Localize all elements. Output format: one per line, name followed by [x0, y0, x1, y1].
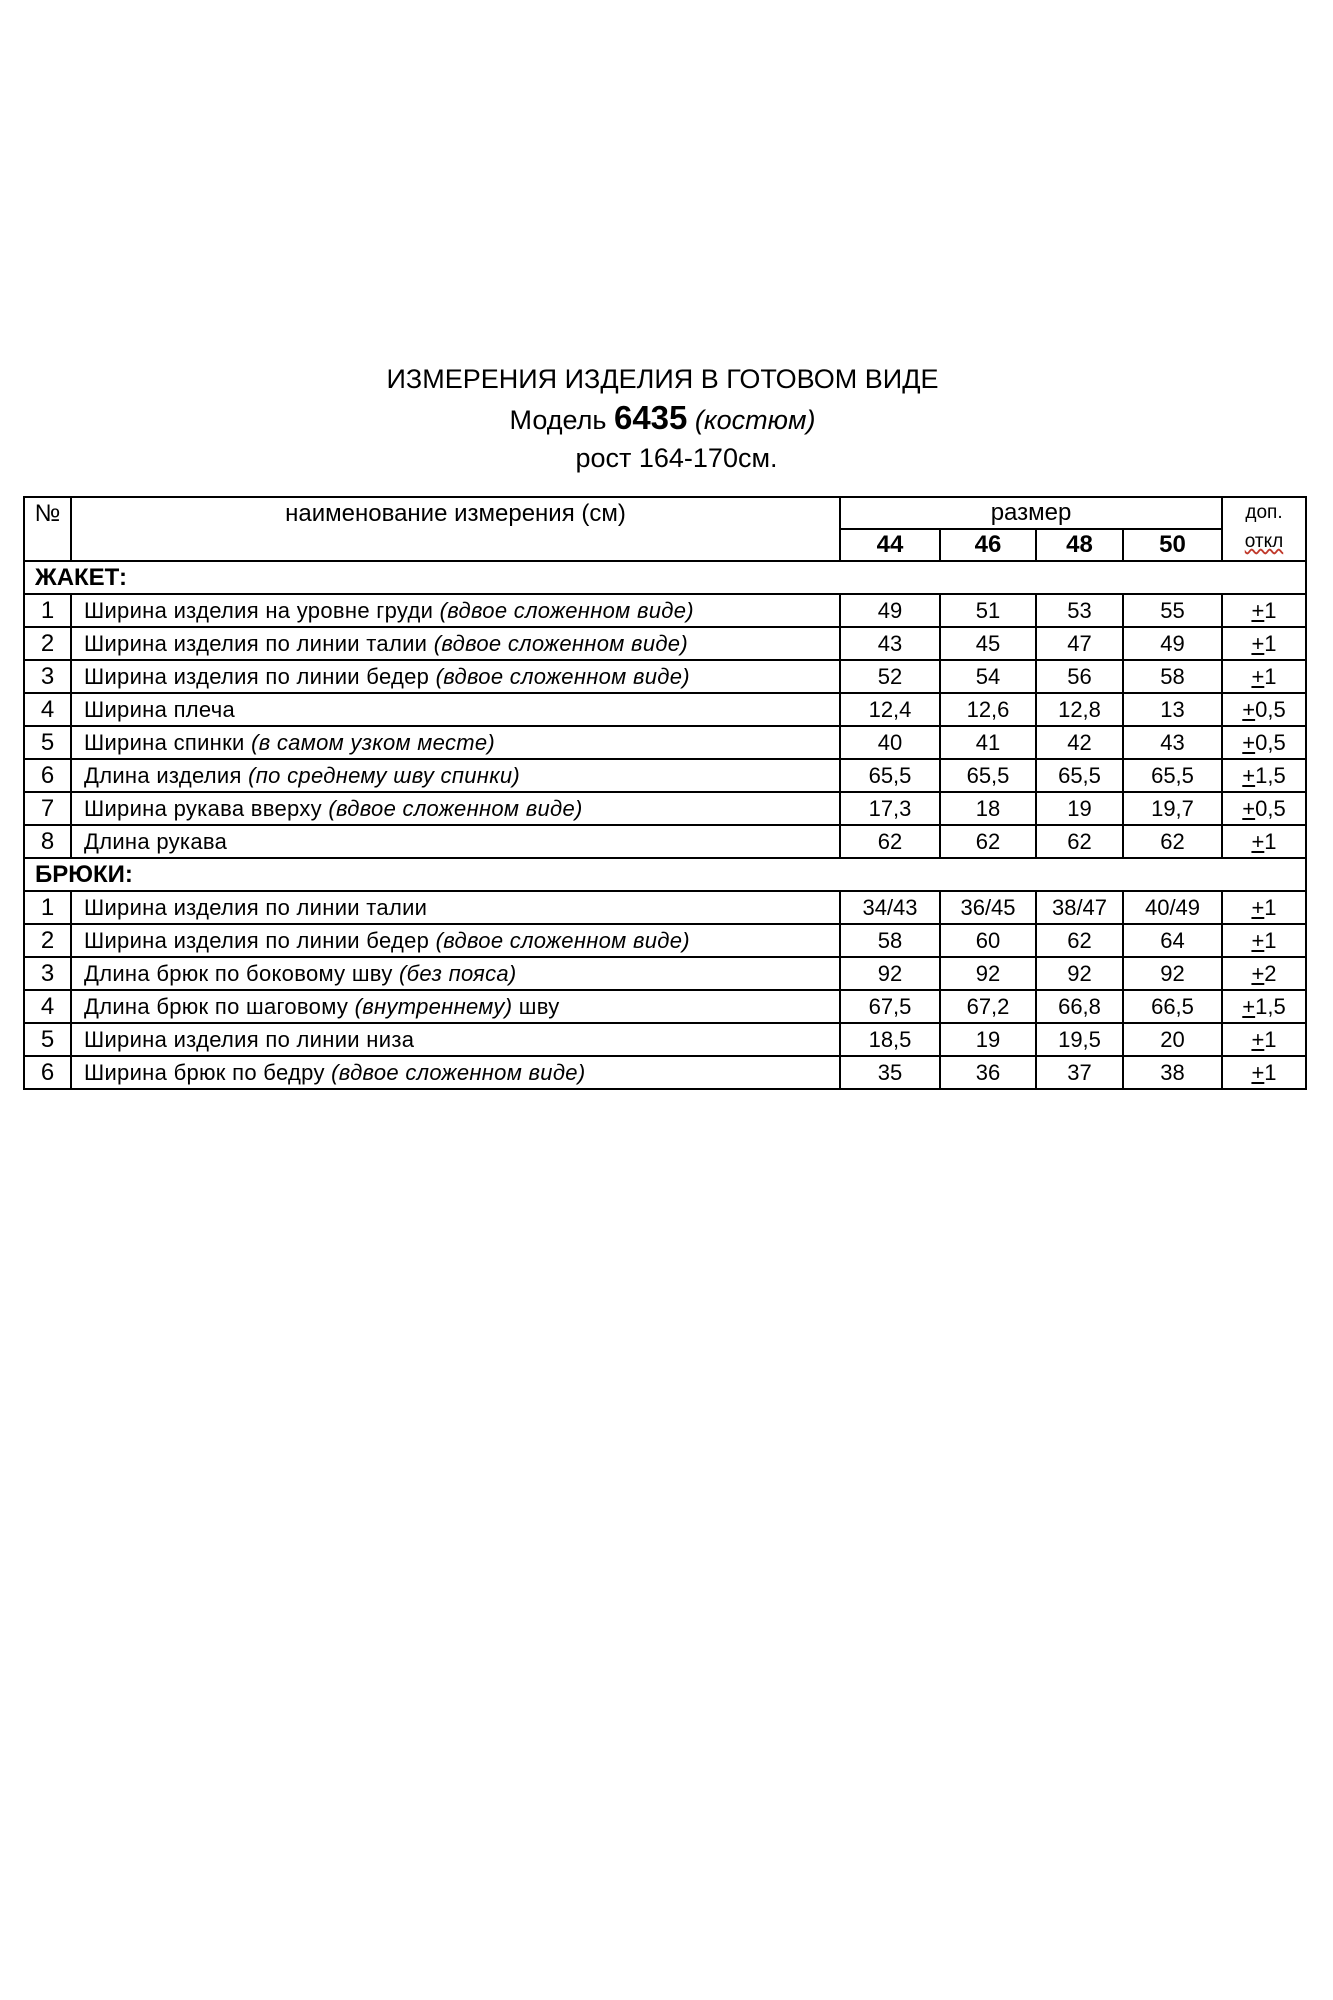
table-row — [24, 924, 1306, 957]
row-number: 8 — [24, 825, 71, 858]
table-header-row — [24, 497, 1306, 529]
value-size-48: 66,8 — [1036, 990, 1123, 1023]
table-row — [24, 891, 1306, 924]
tolerance-value — [1222, 891, 1306, 924]
tolerance-amount: 1 — [1264, 828, 1277, 854]
section-title: ЖАКЕТ: — [24, 561, 1306, 594]
value-size-44: 92 — [840, 957, 940, 990]
tolerance-value — [1222, 1056, 1306, 1089]
table-row — [24, 627, 1306, 660]
row-number: 1 — [24, 891, 71, 924]
measurement-label: Ширина спинки — [84, 729, 245, 755]
measurement-name — [71, 990, 840, 1023]
value-size-50: 64 — [1123, 924, 1222, 957]
measurement-name — [71, 627, 840, 660]
value-size-48: 37 — [1036, 1056, 1123, 1089]
tolerance-sign: + — [1251, 960, 1265, 986]
measurement-label: Ширина изделия по линии талии — [84, 894, 428, 920]
table-row — [24, 957, 1306, 990]
model-number: 6435 — [613, 399, 688, 436]
tolerance-value — [1222, 957, 1306, 990]
value-size-48: 62 — [1036, 924, 1123, 957]
table-row — [24, 1056, 1306, 1089]
measurement-name — [71, 594, 840, 627]
value-size-48: 56 — [1036, 660, 1123, 693]
row-number: 4 — [24, 990, 71, 1023]
tolerance-value — [1222, 1023, 1306, 1056]
measurement-note: (вдвое сложенном виде) — [328, 795, 583, 821]
tolerance-sign: + — [1251, 663, 1265, 689]
measurement-note: (вдвое сложенном виде) — [435, 663, 690, 689]
value-size-48: 62 — [1036, 825, 1123, 858]
value-size-46: 60 — [940, 924, 1036, 957]
tolerance-amount: 1 — [1264, 927, 1277, 953]
tolerance-amount: 0,5 — [1255, 696, 1286, 722]
measurement-name — [71, 891, 840, 924]
value-size-46: 54 — [940, 660, 1036, 693]
row-number: 2 — [24, 627, 71, 660]
value-size-46: 36 — [940, 1056, 1036, 1089]
measurement-note: (внутреннему) — [354, 993, 513, 1019]
measurement-name — [71, 759, 840, 792]
value-size-44: 17,3 — [840, 792, 940, 825]
tolerance-value — [1222, 792, 1306, 825]
tolerance-sign: + — [1251, 927, 1265, 953]
tolerance-amount: 1 — [1264, 663, 1277, 689]
tolerance-amount: 2 — [1264, 960, 1277, 986]
tolerance-value — [1222, 759, 1306, 792]
tolerance-sign: + — [1242, 993, 1256, 1019]
table-row — [24, 792, 1306, 825]
model-label: Модель — [509, 405, 607, 435]
row-number: 5 — [24, 1023, 71, 1056]
tolerance-sign: + — [1251, 1059, 1265, 1085]
model-line — [0, 398, 1329, 440]
value-size-48: 47 — [1036, 627, 1123, 660]
value-size-50: 38 — [1123, 1056, 1222, 1089]
value-size-44: 35 — [840, 1056, 940, 1089]
tolerance-value — [1222, 627, 1306, 660]
tolerance-value — [1222, 990, 1306, 1023]
value-size-50: 49 — [1123, 627, 1222, 660]
row-number: 3 — [24, 957, 71, 990]
table-row — [24, 1023, 1306, 1056]
value-size-44: 49 — [840, 594, 940, 627]
value-size-44: 34/43 — [840, 891, 940, 924]
measurement-label: Длина рукава — [84, 828, 228, 854]
value-size-48: 53 — [1036, 594, 1123, 627]
measurement-suffix: шву — [518, 993, 560, 1019]
value-size-44: 12,4 — [840, 693, 940, 726]
measurement-name — [71, 825, 840, 858]
measurement-label: Ширина изделия по линии талии — [84, 630, 428, 656]
row-number: 3 — [24, 660, 71, 693]
measurement-label: Ширина плеча — [84, 696, 236, 722]
measurement-note: (по среднему шву спинки) — [248, 762, 521, 788]
tolerance-value — [1222, 594, 1306, 627]
value-size-50: 19,7 — [1123, 792, 1222, 825]
value-size-46: 62 — [940, 825, 1036, 858]
row-number: 2 — [24, 924, 71, 957]
section-row — [24, 858, 1306, 891]
value-size-46: 18 — [940, 792, 1036, 825]
measurement-note: (в самом узком месте) — [251, 729, 496, 755]
value-size-46: 51 — [940, 594, 1036, 627]
measurement-name — [71, 726, 840, 759]
measurement-note: (вдвое сложенном виде) — [331, 1059, 586, 1085]
tolerance-sign: + — [1251, 894, 1265, 920]
document-title: ИЗМЕРЕНИЯ ИЗДЕЛИЯ В ГОТОВОМ ВИДЕ — [386, 364, 939, 394]
section-title: БРЮКИ: — [24, 858, 1306, 891]
value-size-48: 38/47 — [1036, 891, 1123, 924]
measurement-label: Ширина изделия по линии бедер — [84, 663, 430, 689]
value-size-50: 40/49 — [1123, 891, 1222, 924]
value-size-44: 62 — [840, 825, 940, 858]
value-size-50: 55 — [1123, 594, 1222, 627]
value-size-46: 92 — [940, 957, 1036, 990]
value-size-50: 65,5 — [1123, 759, 1222, 792]
value-size-44: 67,5 — [840, 990, 940, 1023]
table-row — [24, 693, 1306, 726]
section-row — [24, 561, 1306, 594]
row-number: 4 — [24, 693, 71, 726]
tolerance-amount: 0,5 — [1255, 729, 1286, 755]
measurement-label: Длина брюк по шаговому — [84, 993, 349, 1019]
table-row — [24, 726, 1306, 759]
tolerance-amount: 0,5 — [1255, 795, 1286, 821]
value-size-50: 66,5 — [1123, 990, 1222, 1023]
measurement-label: Ширина изделия по линии бедер — [84, 927, 430, 953]
column-header-size: размер — [840, 497, 1222, 529]
column-header-number: № — [24, 497, 71, 561]
measurement-label: Длина брюк по боковому шву — [84, 960, 393, 986]
table-row — [24, 660, 1306, 693]
value-size-50: 20 — [1123, 1023, 1222, 1056]
value-size-46: 36/45 — [940, 891, 1036, 924]
tolerance-sign: + — [1251, 828, 1265, 854]
tolerance-label-1: доп. — [1245, 502, 1283, 523]
value-size-50: 13 — [1123, 693, 1222, 726]
value-size-46: 19 — [940, 1023, 1036, 1056]
tolerance-amount: 1,5 — [1255, 762, 1286, 788]
measurement-note: (вдвое сложенном виде) — [433, 630, 688, 656]
value-size-44: 58 — [840, 924, 940, 957]
row-number: 7 — [24, 792, 71, 825]
value-size-46: 41 — [940, 726, 1036, 759]
value-size-48: 92 — [1036, 957, 1123, 990]
tolerance-label-2: откл — [1244, 531, 1284, 552]
tolerance-value — [1222, 825, 1306, 858]
model-note: (костюм) — [694, 405, 816, 435]
measurement-name — [71, 957, 840, 990]
table-row — [24, 759, 1306, 792]
measurement-label: Ширина изделия по линии низа — [84, 1026, 415, 1052]
measurement-note: (вдвое сложенном виде) — [435, 927, 690, 953]
value-size-48: 42 — [1036, 726, 1123, 759]
tolerance-amount: 1 — [1264, 894, 1277, 920]
measurement-note: (без пояса) — [399, 960, 517, 986]
tolerance-amount: 1 — [1264, 597, 1277, 623]
value-size-46: 12,6 — [940, 693, 1036, 726]
value-size-50: 43 — [1123, 726, 1222, 759]
value-size-46: 67,2 — [940, 990, 1036, 1023]
measurement-label: Ширина брюк по бедру — [84, 1059, 325, 1085]
tolerance-value — [1222, 660, 1306, 693]
row-number: 5 — [24, 726, 71, 759]
table-row — [24, 594, 1306, 627]
column-header-tolerance — [1222, 497, 1306, 561]
measurements-table — [23, 496, 1307, 1090]
value-size-48: 19 — [1036, 792, 1123, 825]
tolerance-sign: + — [1251, 1026, 1265, 1052]
height-range: рост 164-170см. — [575, 443, 778, 473]
tolerance-value — [1222, 924, 1306, 957]
tolerance-sign: + — [1242, 762, 1256, 788]
row-number: 6 — [24, 759, 71, 792]
table-row — [24, 825, 1306, 858]
tolerance-amount: 1 — [1264, 1026, 1277, 1052]
value-size-44: 65,5 — [840, 759, 940, 792]
value-size-44: 43 — [840, 627, 940, 660]
size-44: 44 — [840, 529, 940, 561]
measurement-label: Ширина рукава вверху — [84, 795, 322, 821]
value-size-44: 18,5 — [840, 1023, 940, 1056]
tolerance-value — [1222, 693, 1306, 726]
measurement-label: Длина изделия — [84, 762, 242, 788]
tolerance-amount: 1,5 — [1255, 993, 1286, 1019]
value-size-48: 12,8 — [1036, 693, 1123, 726]
row-number: 1 — [24, 594, 71, 627]
column-header-name: наименование измерения (см) — [71, 497, 840, 561]
document-header — [0, 360, 1333, 476]
tolerance-value — [1222, 726, 1306, 759]
value-size-46: 65,5 — [940, 759, 1036, 792]
measurement-name — [71, 1056, 840, 1089]
table-row — [24, 990, 1306, 1023]
value-size-46: 45 — [940, 627, 1036, 660]
measurement-name — [71, 693, 840, 726]
value-size-48: 19,5 — [1036, 1023, 1123, 1056]
size-50: 50 — [1123, 529, 1222, 561]
tolerance-amount: 1 — [1264, 1059, 1277, 1085]
measurement-name — [71, 924, 840, 957]
tolerance-amount: 1 — [1264, 630, 1277, 656]
measurement-name — [71, 660, 840, 693]
value-size-50: 92 — [1123, 957, 1222, 990]
measurement-name — [71, 792, 840, 825]
measurement-note: (вдвое сложенном виде) — [439, 597, 694, 623]
tolerance-sign: + — [1242, 795, 1256, 821]
value-size-48: 65,5 — [1036, 759, 1123, 792]
size-46: 46 — [940, 529, 1036, 561]
tolerance-sign: + — [1242, 729, 1256, 755]
value-size-50: 62 — [1123, 825, 1222, 858]
value-size-50: 58 — [1123, 660, 1222, 693]
value-size-44: 52 — [840, 660, 940, 693]
measurement-label: Ширина изделия на уровне груди — [84, 597, 434, 623]
tolerance-sign: + — [1242, 696, 1256, 722]
tolerance-sign: + — [1251, 597, 1265, 623]
row-number: 6 — [24, 1056, 71, 1089]
value-size-44: 40 — [840, 726, 940, 759]
size-48: 48 — [1036, 529, 1123, 561]
measurement-name — [71, 1023, 840, 1056]
tolerance-sign: + — [1251, 630, 1265, 656]
